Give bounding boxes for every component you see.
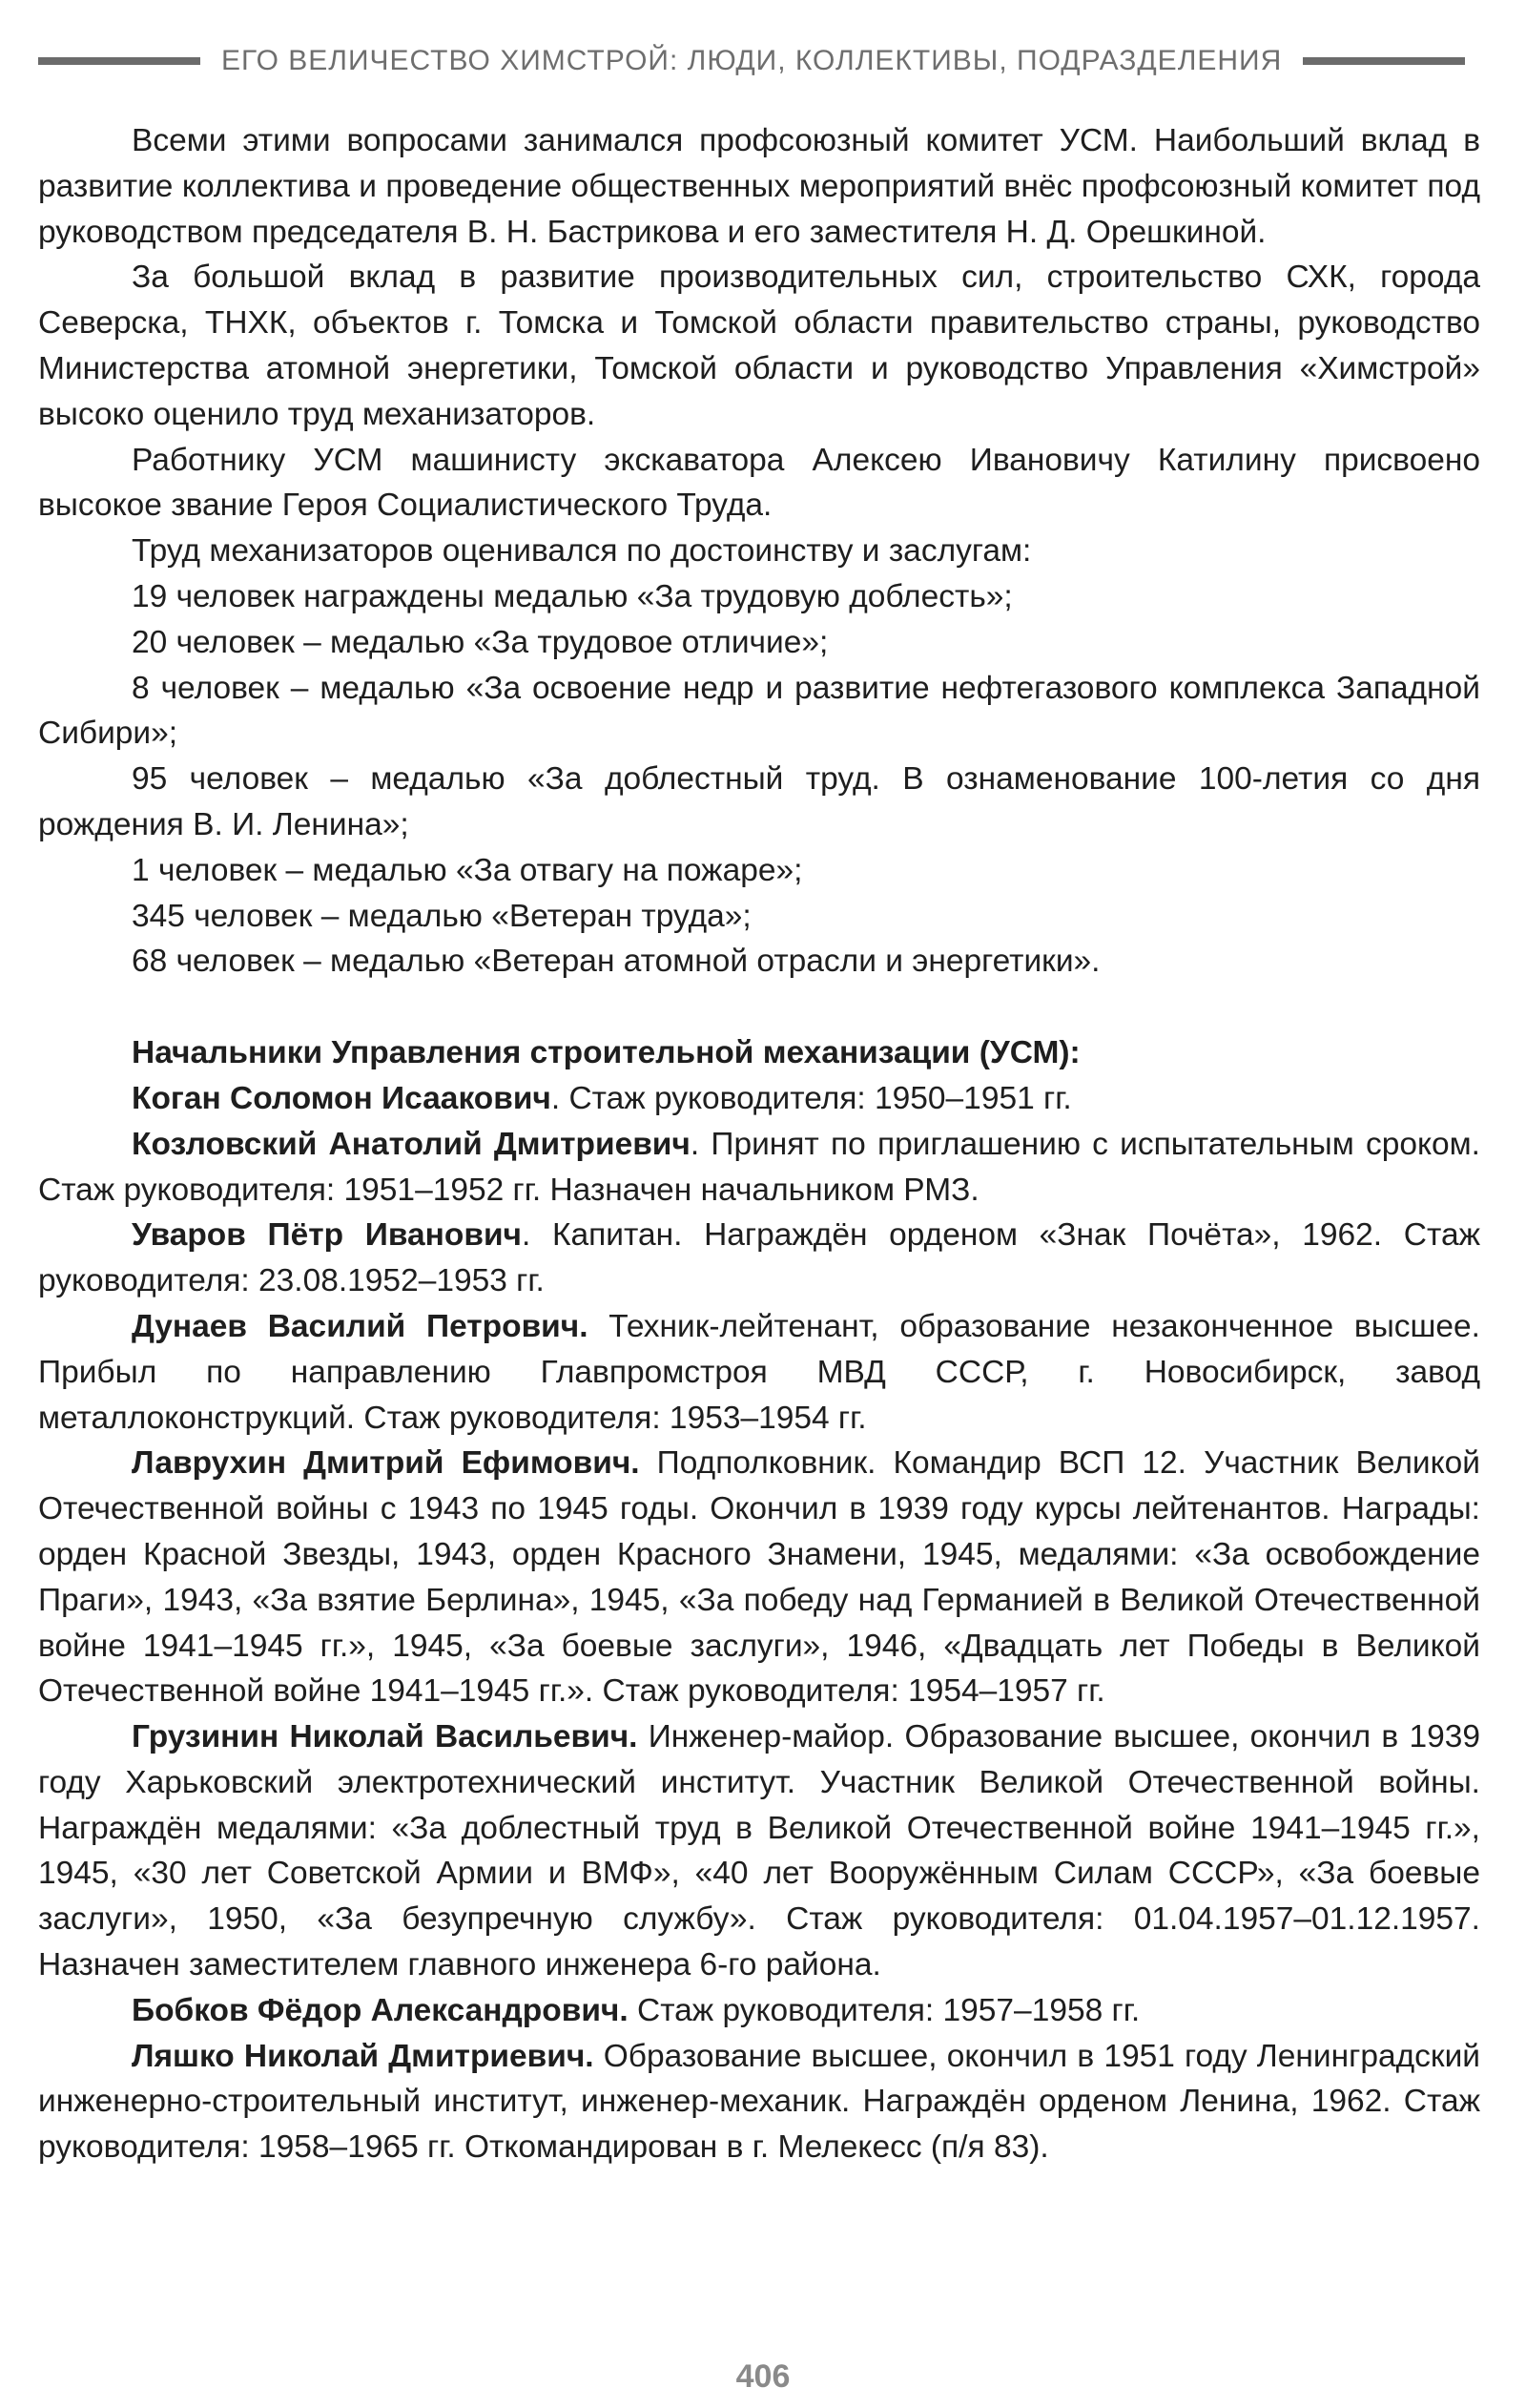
award-line: 95 человек – медалью «За доблестный труд. В ознаменование 100-летия со дня рождения В. И. Ленина»; xyxy=(38,761,1480,842)
header-rule-left xyxy=(38,57,200,65)
head-name: Дунаев Василий Петрович. xyxy=(132,1308,588,1344)
head-entry xyxy=(38,1076,1480,1122)
award-line: 20 человек – медалью «За трудовое отличие»; xyxy=(132,624,829,660)
head-details: Стаж руководителя: 1957–1958 гг. xyxy=(628,1992,1141,2028)
paragraph: Всеми этими вопросами занимался профсоюзный комитет УСМ. Наибольший вклад в развитие коллектива и проведение общественных мероприятий внёс профсоюзный комитет под руководством председателя В. Н. Бастрикова и его заместителя Н. Д. Орешкиной. xyxy=(38,123,1480,250)
head-name: Лаврухин Дмитрий Ефимович. xyxy=(132,1445,640,1482)
paragraph: Работнику УСМ машинисту экскаватора Алексею Ивановичу Катилину присвоено высокое звание Героя Социалистического Труда. xyxy=(38,442,1480,524)
head-name: Коган Соломон Исаакович xyxy=(132,1080,551,1116)
page-number: 406 xyxy=(735,2358,791,2395)
head-details: . Принят по приглашению с испытательным сроком. Стаж руководителя: 1951–1952 гг. Назначен начальником РМЗ. xyxy=(38,1126,1480,1208)
head-entry xyxy=(38,1213,1480,1304)
head-details: Образование высшее, окончил в 1951 году Ленинградский инженерно-строительный институт, инженер-механик. Награждён орденом Ленина, 1962. Стаж руководителя: 1958–1965 гг. Откомандирован в г. Мелекесс (п/я 83). xyxy=(38,2038,1480,2166)
head-details: Подполковник. Командир ВСП 12. Участник Великой Отечественной войны с 1943 по 1945 годы. Окончил в 1939 году курсы лейтенантов. Награды: орден Красной Звезды, 1943, орден Красного Знамени, 1945, медалями: «За освобождение Праги», 1943, «За взятие Берлина», 1945, «За победу над Германией в Великой Отечественной войне 1941–1945 гг.», 1945, «За боевые заслуги», 1946, «Двадцать лет Победы в Великой Отечественной войне 1941–1945 гг.». Стаж руководителя: 1954–1957 гг. xyxy=(38,1445,1480,1710)
head-name: Уваров Пётр Иванович xyxy=(132,1217,523,1254)
head-details: Техник-лейтенант, образование незаконченное высшее. Прибыл по направлению Главпромстроя МВД СССР, г. Новосибирск, завод металлоконструкций. Стаж руководителя: 1953–1954 гг. xyxy=(38,1308,1480,1436)
head-name: Бобков Фёдор Александрович. xyxy=(132,1992,629,2028)
head-entry xyxy=(38,2034,1480,2170)
head-details: Инженер-майор. Образование высшее, окончил в 1939 году Харьковский электротехнический институт. Участник Великой Отечественной войны. Награждён медалями: «За доблестный труд в Великой Отечественной войне 1941–1945 гг.», 1945, «30 лет Советской Армии и ВМФ», «40 лет Вооружённым Силам СССР», «За боевые заслуги», 1950, «За безупречную службу». Стаж руководителя: 01.04.1957–01.12.1957. Назначен заместителем главного инженера 6-го района. xyxy=(38,1719,1480,1983)
head-entry xyxy=(38,1122,1480,1214)
head-details: . Стаж руководителя: 1950–1951 гг. xyxy=(550,1080,1072,1116)
head-entry xyxy=(38,1441,1480,1714)
paragraph: Труд механизаторов оценивался по достоинству и заслугам: xyxy=(132,533,1032,570)
paragraph: За большой вклад в развитие производительных сил, строительство СХК, города Северска, ТНХК, объектов г. Томска и Томской области правительство страны, руководство Министерства атомной энергетики, Томской области и руководство Управления «Химстрой» высоко оценило труд механизаторов. xyxy=(38,259,1480,432)
section-heading: Начальники Управления строительной механизации (УСМ): xyxy=(132,1035,1081,1071)
head-name: Козловский Анатолий Дмитриевич xyxy=(132,1126,691,1162)
head-entry xyxy=(38,1988,1480,2034)
award-line: 1 человек – медалью «За отвагу на пожаре»; xyxy=(132,852,803,888)
head-name: Ляшко Николай Дмитриевич. xyxy=(132,2038,594,2074)
award-line: 8 человек – медалью «За освоение недр и развитие нефтегазового комплекса Западной Сибири»; xyxy=(38,670,1480,752)
head-entry xyxy=(38,1304,1480,1441)
award-line: 345 человек – медалью «Ветеран труда»; xyxy=(132,898,752,934)
head-entry xyxy=(38,1714,1480,1988)
page-body xyxy=(38,118,1480,2170)
header-rule-right xyxy=(1303,57,1465,65)
running-header xyxy=(38,42,1488,80)
award-line: 68 человек – медалью «Ветеран атомной отрасли и энергетики». xyxy=(132,944,1101,980)
running-title: ЕГО ВЕЛИЧЕСТВО ХИМСТРОЙ: ЛЮДИ, КОЛЛЕКТИВЫ, ПОДРАЗДЕЛЕНИЯ xyxy=(221,45,1283,76)
award-line: 19 человек награждены медалью «За трудовую доблесть»; xyxy=(132,578,1013,614)
head-details: . Капитан. Награждён орденом «Знак Почёта», 1962. Стаж руководителя: 23.08.1952–1953 гг. xyxy=(38,1217,1480,1299)
head-name: Грузинин Николай Васильевич. xyxy=(132,1719,638,1755)
